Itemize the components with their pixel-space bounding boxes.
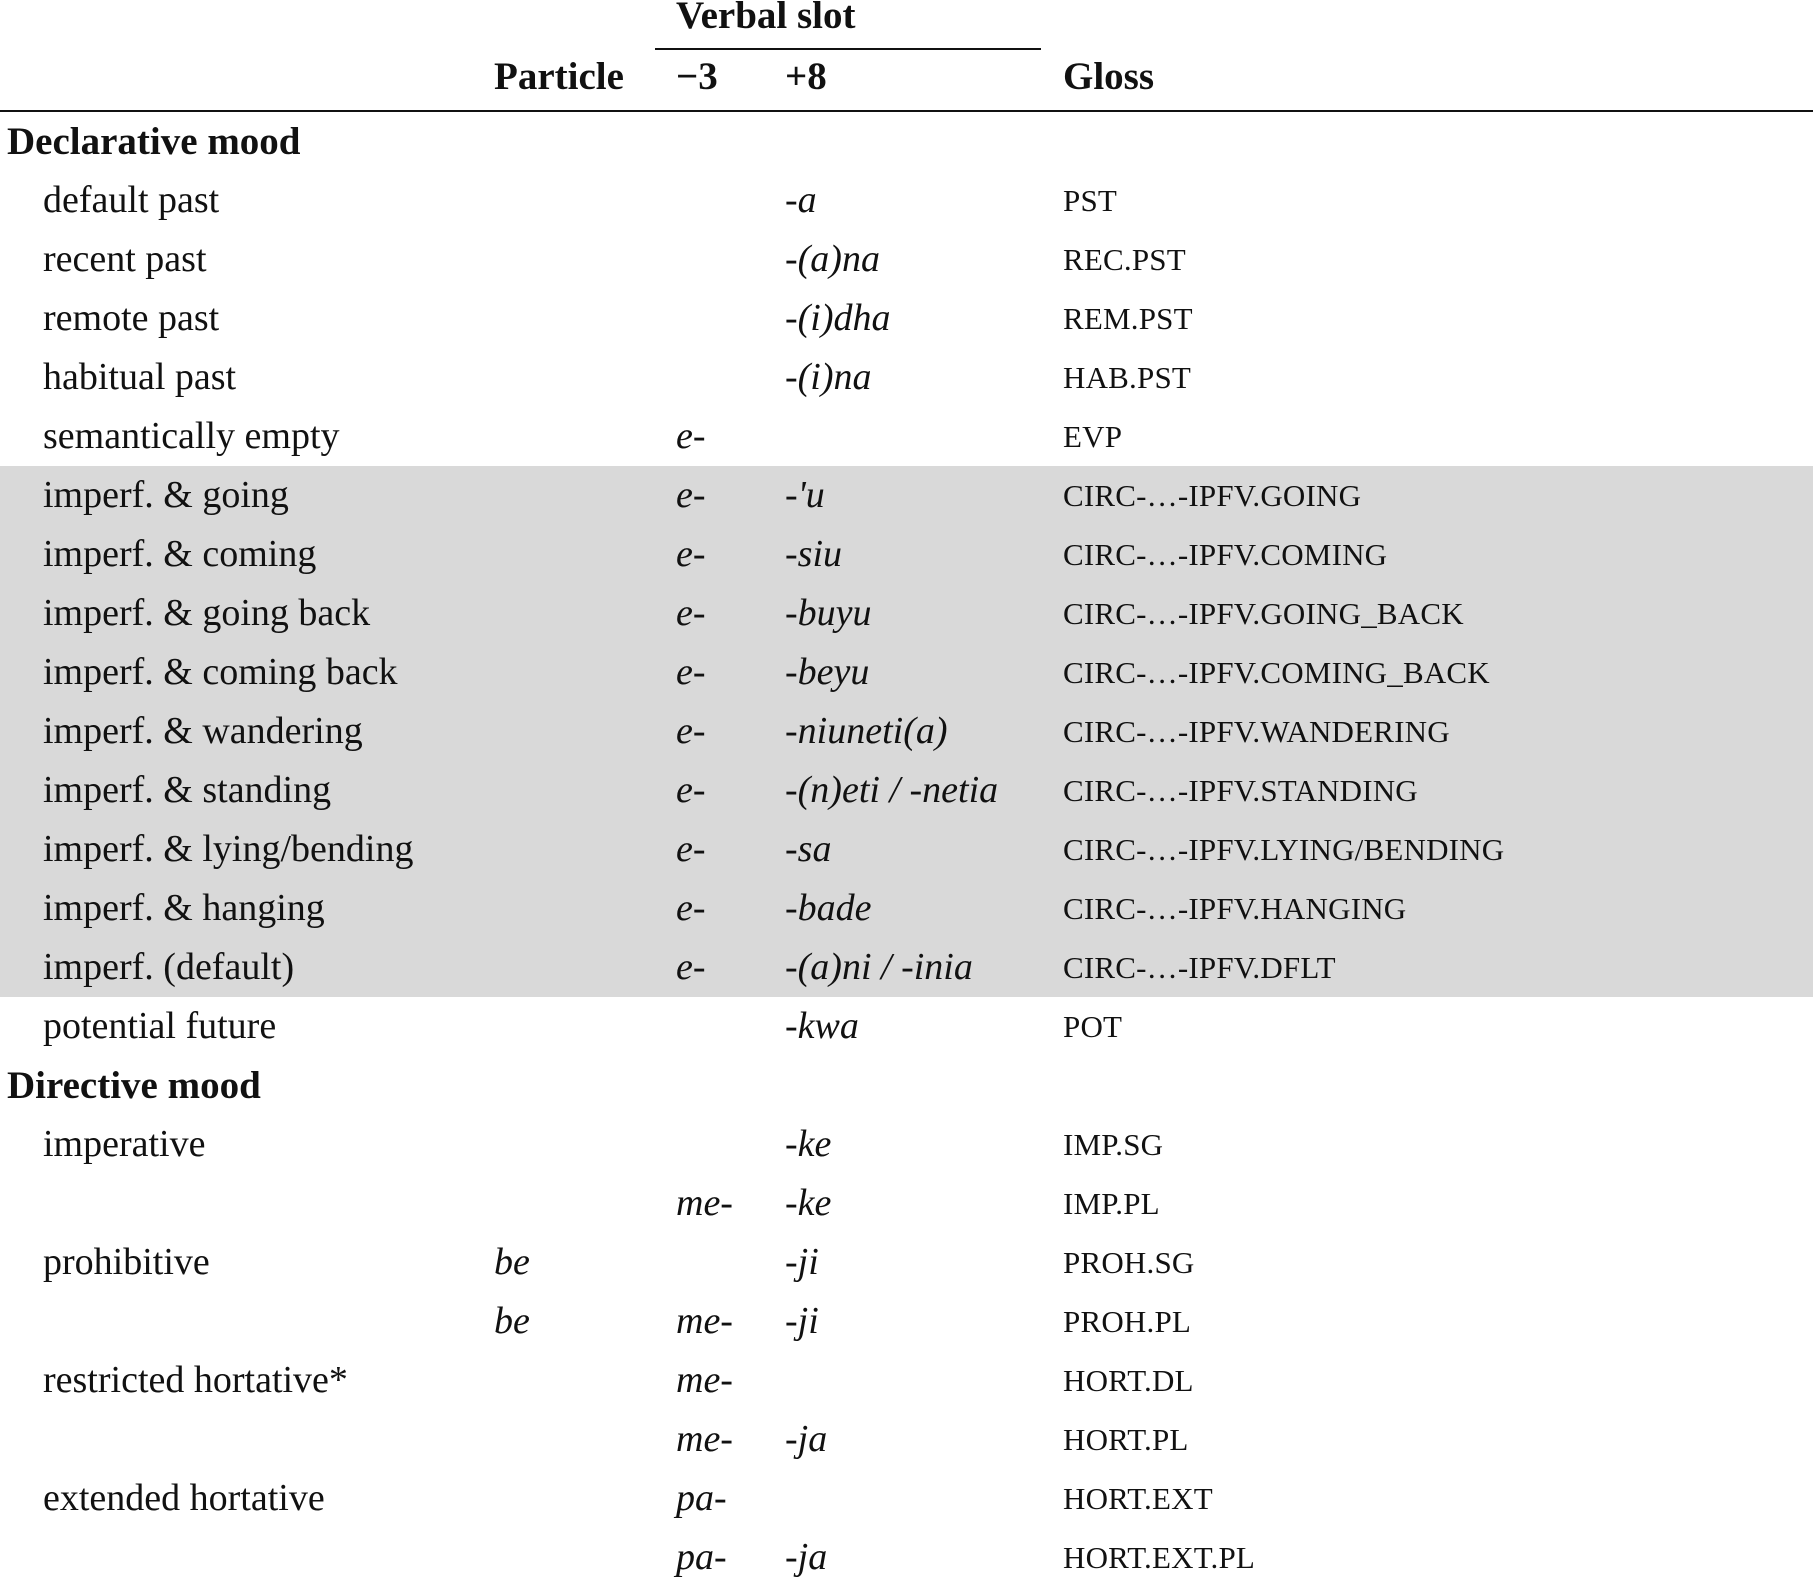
slot-plus8-cell: -ja xyxy=(785,1418,828,1460)
gloss-cell: REM.PST xyxy=(1063,301,1193,336)
row-label: imperf. & coming xyxy=(43,533,317,575)
gloss-cell: EVP xyxy=(1063,419,1123,454)
slot-plus8-cell: -'u xyxy=(785,474,825,516)
gloss-cell: REC.PST xyxy=(1063,242,1186,277)
slot-plus8-cell: -ji xyxy=(785,1300,819,1342)
gloss-cell: HORT.EXT xyxy=(1063,1481,1213,1516)
table-row xyxy=(0,525,1813,584)
table-row xyxy=(0,938,1813,997)
row-label: imperf. & standing xyxy=(43,769,332,811)
gloss-cell: HORT.PL xyxy=(1063,1422,1189,1457)
row-label: default past xyxy=(43,179,220,221)
table-row xyxy=(0,1469,1813,1528)
header-slot-plus8: +8 xyxy=(785,55,827,98)
section-label: Directive mood xyxy=(7,1064,261,1107)
gloss-cell: CIRC-…-IPFV.DFLT xyxy=(1063,950,1336,985)
gloss-cell: PROH.SG xyxy=(1063,1245,1195,1280)
row-label: imperf. (default) xyxy=(43,946,295,988)
slot-minus3-cell: e- xyxy=(676,533,706,575)
table-row xyxy=(0,1410,1813,1469)
slot-minus3-cell: e- xyxy=(676,946,706,988)
gloss-cell: CIRC-…-IPFV.HANGING xyxy=(1063,891,1407,926)
slot-minus3-cell: pa- xyxy=(676,1536,727,1578)
gloss-cell: CIRC-…-IPFV.COMING xyxy=(1063,537,1388,572)
slot-minus3-cell: me- xyxy=(676,1300,733,1342)
gloss-cell: HORT.EXT.PL xyxy=(1063,1540,1256,1575)
slot-minus3-cell: e- xyxy=(676,828,706,870)
particle-cell: be xyxy=(494,1300,530,1342)
slot-minus3-cell: e- xyxy=(676,592,706,634)
slot-minus3-cell: me- xyxy=(676,1359,733,1401)
particle-cell: be xyxy=(494,1241,530,1283)
gloss-cell: CIRC-…-IPFV.COMING_BACK xyxy=(1063,655,1490,690)
row-label: imperative xyxy=(43,1123,206,1165)
gloss-cell: PST xyxy=(1063,183,1118,218)
header-gloss: Gloss xyxy=(1063,55,1155,98)
table-row xyxy=(0,997,1813,1056)
gloss-cell: HORT.DL xyxy=(1063,1363,1194,1398)
row-label: imperf. & going back xyxy=(43,592,371,634)
slot-minus3-cell: me- xyxy=(676,1182,733,1224)
slot-minus3-cell: e- xyxy=(676,474,706,516)
row-label: recent past xyxy=(43,238,207,280)
table-row xyxy=(0,1174,1813,1233)
header-particle: Particle xyxy=(494,55,624,98)
slot-plus8-cell: -ji xyxy=(785,1241,819,1283)
row-label: prohibitive xyxy=(43,1241,210,1283)
section-row xyxy=(0,1056,1813,1115)
slot-minus3-cell: e- xyxy=(676,651,706,693)
slot-plus8-cell: -ja xyxy=(785,1536,828,1578)
row-label: remote past xyxy=(43,297,220,339)
table-row xyxy=(0,407,1813,466)
slot-plus8-cell: -a xyxy=(785,179,817,221)
table-row xyxy=(0,1528,1813,1587)
row-label: restricted hortative* xyxy=(43,1359,348,1401)
slot-plus8-cell: -sa xyxy=(785,828,832,870)
row-label: habitual past xyxy=(43,356,237,398)
table-row xyxy=(0,348,1813,407)
table-row xyxy=(0,466,1813,525)
slot-minus3-cell: me- xyxy=(676,1418,733,1460)
slot-plus8-cell: -buyu xyxy=(785,592,872,634)
section-label: Declarative mood xyxy=(7,120,301,163)
row-label: imperf. & lying/bending xyxy=(43,828,414,870)
row-label: imperf. & going xyxy=(43,474,289,516)
table-row xyxy=(0,643,1813,702)
slot-minus3-cell: e- xyxy=(676,887,706,929)
verbal-slot-underline xyxy=(655,48,1041,50)
slot-plus8-cell: -ke xyxy=(785,1123,832,1165)
slot-plus8-cell: -kwa xyxy=(785,1005,859,1047)
gloss-cell: IMP.SG xyxy=(1063,1127,1164,1162)
gloss-cell: HAB.PST xyxy=(1063,360,1192,395)
slot-plus8-cell: -(n)eti / -netia xyxy=(785,769,999,811)
row-label: semantically empty xyxy=(43,415,340,457)
table-row xyxy=(0,820,1813,879)
section-row xyxy=(0,112,1813,171)
table-row xyxy=(0,879,1813,938)
table-row xyxy=(0,171,1813,230)
gloss-cell: CIRC-…-IPFV.LYING/BENDING xyxy=(1063,832,1505,867)
slot-plus8-cell: -(i)na xyxy=(785,356,872,398)
gloss-cell: CIRC-…-IPFV.WANDERING xyxy=(1063,714,1450,749)
table-row xyxy=(0,230,1813,289)
row-label: imperf. & hanging xyxy=(43,887,325,929)
slot-plus8-cell: -niuneti(a) xyxy=(785,710,948,752)
slot-plus8-cell: -bade xyxy=(785,887,872,929)
gloss-cell: POT xyxy=(1063,1009,1123,1044)
table-row xyxy=(0,1233,1813,1292)
table-row xyxy=(0,584,1813,643)
slot-plus8-cell: -(a)ni / -inia xyxy=(785,946,973,988)
row-label: extended hortative xyxy=(43,1477,325,1519)
gloss-cell: PROH.PL xyxy=(1063,1304,1192,1339)
header-slot-minus3: −3 xyxy=(676,55,718,98)
table-row xyxy=(0,1115,1813,1174)
table-row xyxy=(0,289,1813,348)
table-row xyxy=(0,761,1813,820)
table-row xyxy=(0,1351,1813,1410)
gloss-cell: CIRC-…-IPFV.STANDING xyxy=(1063,773,1418,808)
slot-minus3-cell: e- xyxy=(676,415,706,457)
slot-minus3-cell: pa- xyxy=(676,1477,727,1519)
row-label: potential future xyxy=(43,1005,277,1047)
slot-plus8-cell: -siu xyxy=(785,533,842,575)
slot-minus3-cell: e- xyxy=(676,769,706,811)
table-row xyxy=(0,702,1813,761)
row-label: imperf. & coming back xyxy=(43,651,398,693)
slot-plus8-cell: -(a)na xyxy=(785,238,880,280)
slot-minus3-cell: e- xyxy=(676,710,706,752)
table-row xyxy=(0,1292,1813,1351)
slot-plus8-cell: -(i)dha xyxy=(785,297,891,339)
gloss-cell: CIRC-…-IPFV.GOING_BACK xyxy=(1063,596,1464,631)
slot-plus8-cell: -beyu xyxy=(785,651,870,693)
row-label: imperf. & wandering xyxy=(43,710,363,752)
gloss-cell: IMP.PL xyxy=(1063,1186,1160,1221)
header-verbal-slot: Verbal slot xyxy=(676,0,856,37)
slot-plus8-cell: -ke xyxy=(785,1182,832,1224)
gloss-cell: CIRC-…-IPFV.GOING xyxy=(1063,478,1362,513)
